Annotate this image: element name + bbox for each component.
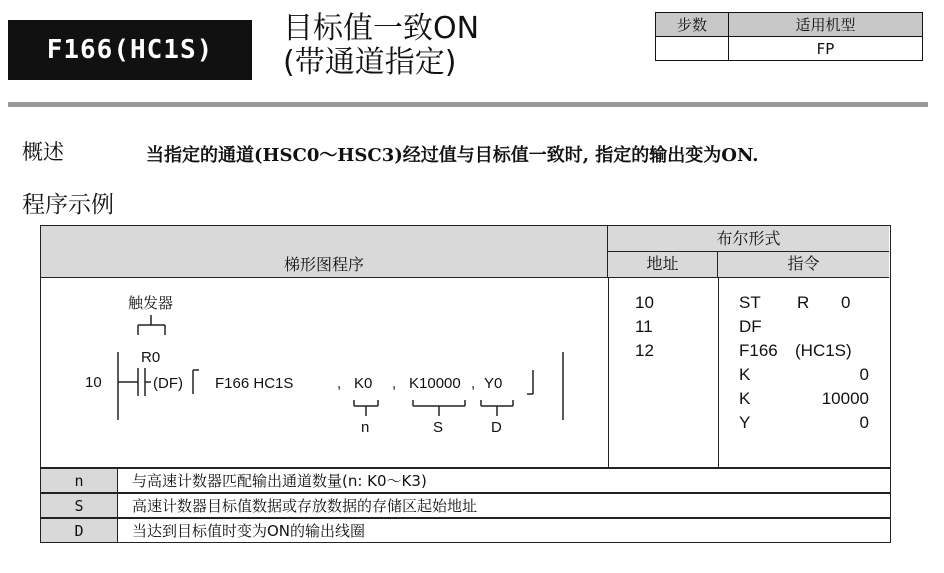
operand-s-label: S <box>433 419 444 436</box>
spec-steps-value <box>656 37 729 61</box>
ladder-diagram <box>41 278 608 467</box>
col-divider-1 <box>608 278 609 467</box>
operand-desc: 当达到目标值时变为ON的输出线圈 <box>132 522 366 540</box>
instr-val: 0 <box>841 293 851 312</box>
instruction-header-cell <box>718 252 889 278</box>
instruction-text: F166 HC1S <box>215 375 294 392</box>
overview-label: 概述 <box>22 140 64 164</box>
operand-row-n <box>40 468 891 493</box>
overview-text: 当指定的通道(HSC0～HSC3)经过值与目标值一致时, 指定的输出变为ON. <box>146 145 759 166</box>
ladder-diagram-svg <box>41 278 608 467</box>
ladder-header-cell <box>41 226 608 278</box>
operand-key: S <box>41 494 118 517</box>
instr-val: 0 <box>859 365 869 384</box>
instr-val: 10000 <box>821 389 869 408</box>
page-title: 目标值一致ON <box>283 11 480 46</box>
instruction-row <box>739 363 889 387</box>
spec-models-header: 适用机型 <box>729 13 923 37</box>
operand-desc: 高速计数器目标值数据或存放数据的存储区起始地址 <box>132 497 478 515</box>
spec-models-value: FP <box>729 37 923 61</box>
instruction-title-box <box>8 20 252 80</box>
instr-op: Y <box>739 413 751 432</box>
contact-label: R0 <box>141 349 161 366</box>
instruction-list <box>739 291 889 435</box>
ladder-header: 梯形图程序 <box>283 255 364 274</box>
operand-key: D <box>41 519 118 542</box>
operand-n-label: n <box>361 419 370 436</box>
page-subtitle: (带通道指定) <box>283 45 457 80</box>
operand-key: n <box>41 469 118 492</box>
operand-d-label: D <box>491 419 502 436</box>
comma-3: , <box>471 375 476 392</box>
operand-row-d <box>40 518 891 543</box>
address-item: 11 <box>635 317 653 336</box>
spec-steps-header: 步数 <box>656 13 729 37</box>
col-divider-2 <box>718 278 719 467</box>
trigger-label: 触发器 <box>128 295 174 312</box>
boolean-header: 布尔形式 <box>716 229 781 248</box>
instruction-row <box>739 339 889 363</box>
comma-1: , <box>337 375 342 392</box>
instr-op: F166 <box>739 341 778 360</box>
instr-arg: R <box>797 293 810 312</box>
instr-op: DF <box>739 317 762 336</box>
instruction-row <box>739 315 889 339</box>
rung-number: 10 <box>85 374 102 391</box>
boolean-header-cell <box>608 226 889 252</box>
instr-op: K <box>739 365 751 384</box>
address-item: 10 <box>635 293 654 312</box>
address-list <box>635 291 715 363</box>
operand-k0: K0 <box>354 375 373 392</box>
instr-op: ST <box>739 293 761 312</box>
address-item: 12 <box>635 341 654 360</box>
instruction-row <box>739 291 889 315</box>
instruction-row <box>739 411 889 435</box>
operand-row-s <box>40 493 891 518</box>
df-block: (DF) <box>153 375 183 392</box>
address-header: 地址 <box>646 254 679 273</box>
address-header-cell <box>608 252 718 278</box>
operand-k10000: K10000 <box>409 375 461 392</box>
instr-val: 0 <box>859 413 869 432</box>
header-divider <box>8 102 928 107</box>
instr-arg: (HC1S) <box>795 341 852 360</box>
operand-desc: 与高速计数器匹配输出通道数量(n: K0～K3) <box>132 472 427 490</box>
instruction-row <box>739 387 889 411</box>
spec-table <box>655 12 923 61</box>
instruction-header: 指令 <box>787 254 820 273</box>
comma-2: , <box>392 375 397 392</box>
operand-y0: Y0 <box>484 375 503 392</box>
instr-op: K <box>739 389 751 408</box>
instruction-name: F166(HC1S) <box>46 35 214 65</box>
program-example-table <box>40 225 891 468</box>
example-label: 程序示例 <box>22 192 114 218</box>
